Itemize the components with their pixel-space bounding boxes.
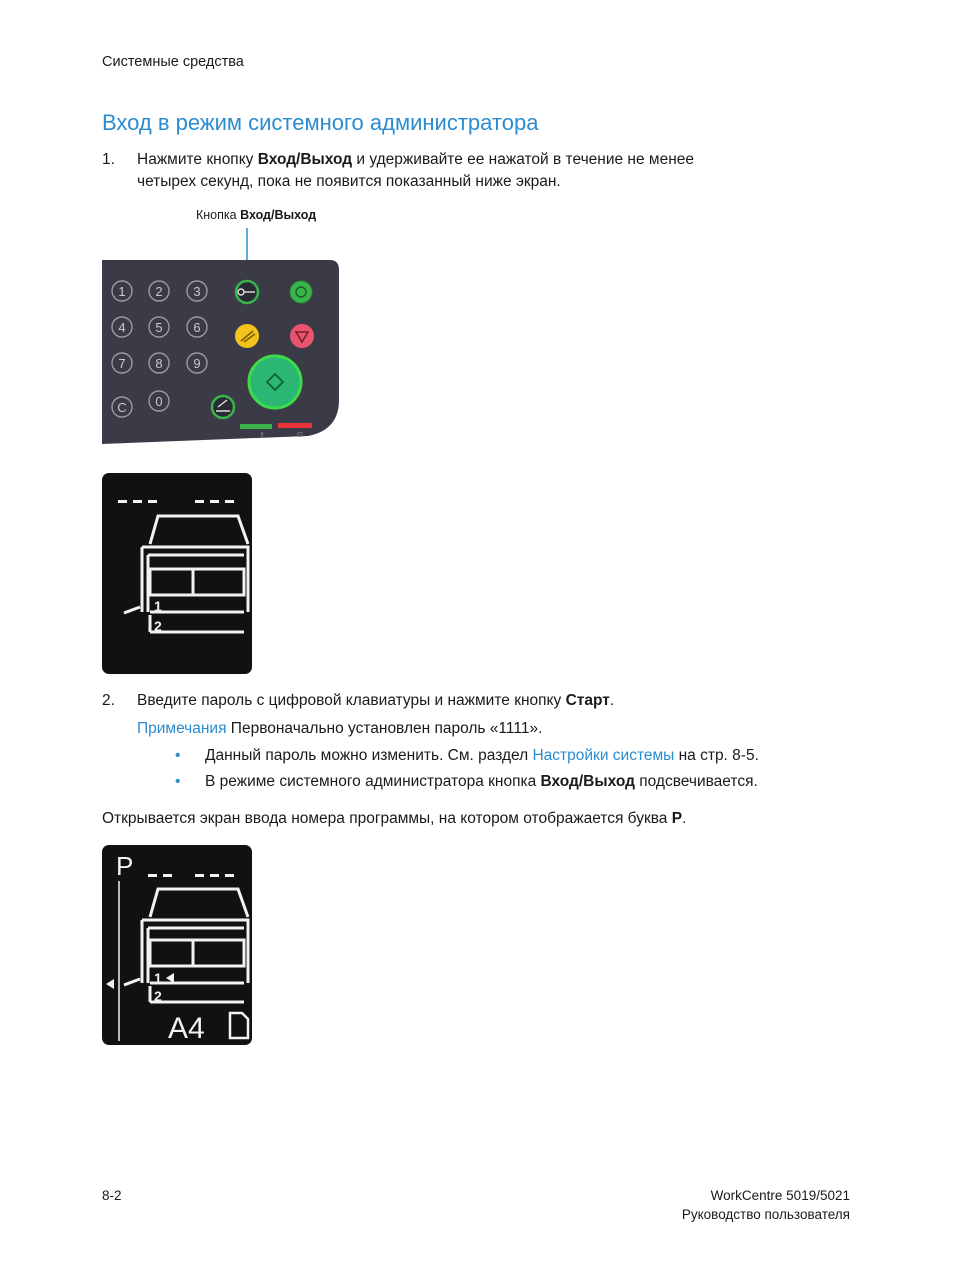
login-logout-button xyxy=(236,281,258,303)
system-settings-link[interactable]: Настройки системы xyxy=(532,747,675,764)
step-2-text: Введите пароль с цифровой клавиатуры и нажмите кнопку Старт. xyxy=(137,692,615,709)
key-label: 5 xyxy=(155,320,163,335)
tray-2-label: 2 xyxy=(154,988,162,1004)
lcd-display-1 xyxy=(102,473,252,674)
tray-2-label: 2 xyxy=(154,618,162,634)
program-letter: P xyxy=(116,851,134,881)
key-label: 9 xyxy=(193,356,201,371)
key-label: 3 xyxy=(193,284,201,299)
energy-saver-button xyxy=(290,281,312,303)
step-1-text: Нажмите кнопку Вход/Выход и удерживайте ее нажатой в течение не менее четырех секунд, пока не появится показанный ниже экран. xyxy=(137,151,694,190)
key-label: 8 xyxy=(155,356,163,371)
online-icon: ⇪ xyxy=(259,432,265,439)
key-label: C xyxy=(117,400,127,415)
control-panel-illustration xyxy=(100,224,345,448)
bullet-icon: • xyxy=(175,747,181,764)
step-1-number: 1. xyxy=(102,151,115,168)
key-label: 1 xyxy=(118,284,126,299)
key-label: 7 xyxy=(118,356,126,371)
product-name: WorkCentre 5019/5021 xyxy=(710,1188,850,1203)
login-button-callout: Кнопка Вход/Выход xyxy=(196,208,317,222)
error-icon: ⊡ xyxy=(297,432,303,439)
section-title: Вход в режим системного администратора xyxy=(102,110,539,135)
bullet-icon: • xyxy=(175,773,181,790)
error-indicator xyxy=(278,423,312,428)
key-label: 6 xyxy=(193,320,201,335)
page-number: 8-2 xyxy=(102,1188,122,1203)
running-header: Системные средства xyxy=(102,54,244,70)
tray-1-label: 1 xyxy=(154,598,162,614)
step-2-number: 2. xyxy=(102,692,115,709)
paper-size-label: A4 xyxy=(168,1012,205,1045)
clear-all-button xyxy=(235,324,259,348)
tray-1-label: 1 xyxy=(154,970,162,986)
online-indicator xyxy=(240,424,272,429)
login-button-name: Вход/Выход xyxy=(257,151,353,168)
start-button xyxy=(249,356,301,408)
key-label: 0 xyxy=(155,394,163,409)
result-paragraph: Открывается экран ввода номера программы, на котором отображается буква P. xyxy=(102,810,687,827)
lcd-display-2 xyxy=(102,845,252,1045)
stop-button xyxy=(290,324,314,348)
start-button-name: Старт xyxy=(565,692,610,709)
guide-title: Руководство пользователя xyxy=(681,1207,850,1222)
note-label: Примечания xyxy=(137,720,227,737)
key-label: 4 xyxy=(118,320,126,335)
note: Примечания Первоначально установлен пароль «1111». xyxy=(137,720,543,737)
scan-button xyxy=(212,396,234,418)
key-label: 2 xyxy=(155,284,163,299)
